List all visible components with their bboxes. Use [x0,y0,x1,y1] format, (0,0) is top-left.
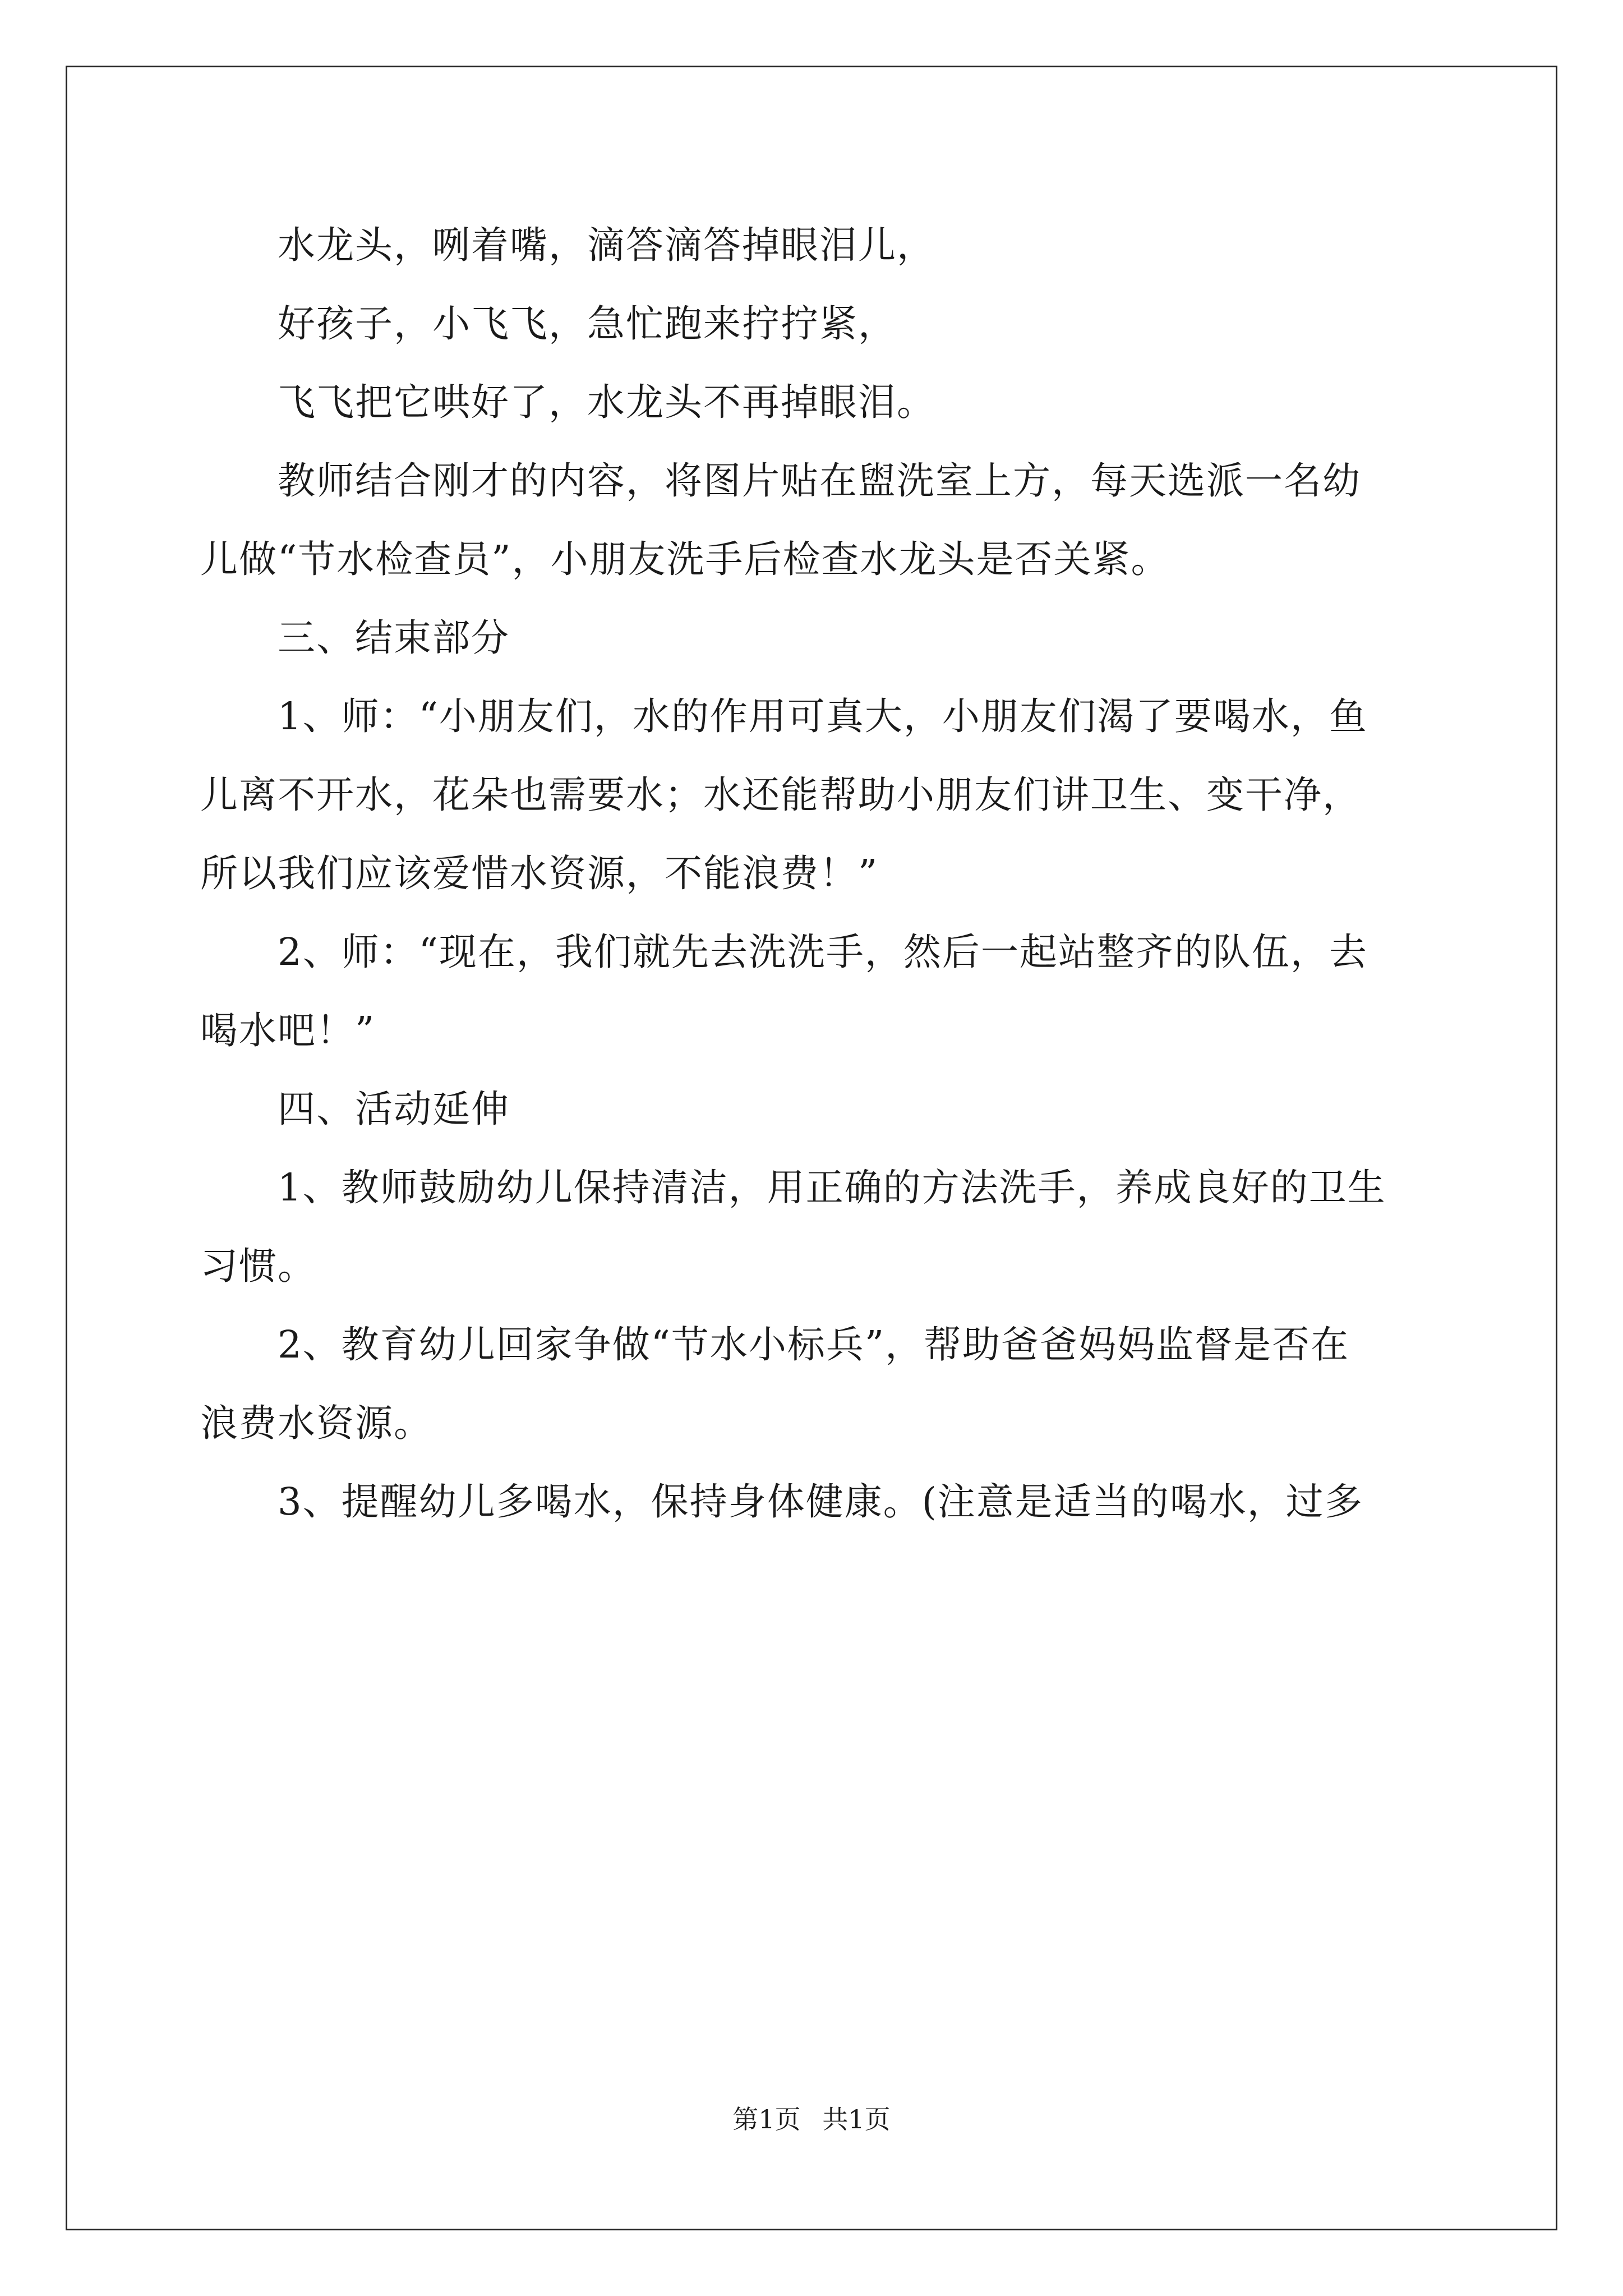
page-number-current: 第1页 [732,2104,801,2134]
page-number-total: 共1页 [822,2104,891,2134]
text-line: 儿离不开水，花朵也需要水；水还能帮助小朋友们讲卫生、变干净， [200,773,1361,817]
text-line: 习惯。 [200,1244,316,1288]
text-line: 2、教育幼儿回家争做“节水小标兵”，帮助爸爸妈妈监督是否在 [278,1323,1350,1366]
text-line: 2、师：“现在，我们就先去洗洗手，然后一起站整齐的队伍，去 [278,930,1368,974]
text-line: 1、师：“小朋友们，水的作用可真大，小朋友们渴了要喝水，鱼 [278,694,1368,738]
text-line: 3、提醒幼儿多喝水，保持身体健康。(注意是适当的喝水，过多 [278,1480,1363,1524]
text-line: 1、教师鼓励幼儿保持清洁，用正确的方法洗手，养成良好的卫生 [278,1166,1386,1209]
text-line: 好孩子，小飞飞，急忙跑来拧拧紧， [278,302,897,346]
section-heading: 三、结束部分 [278,616,510,660]
text-line: 浪费水资源。 [200,1401,432,1445]
text-line: 水龙头，咧着嘴，滴答滴答掉眼泪儿， [278,223,935,267]
page-footer [0,2102,1623,2136]
section-heading: 四、活动延伸 [278,1087,510,1131]
text-line: 教师结合刚才的内容，将图片贴在盥洗室上方，每天选派一名幼 [278,459,1361,503]
text-line: 所以我们应该爱惜水资源，不能浪费！” [200,852,879,895]
text-line: 喝水吧！” [200,1009,376,1052]
text-line: 飞飞把它哄好了，水龙头不再掉眼泪。 [278,380,935,424]
document-body [200,206,1428,1541]
text-line: 儿做“节水检查员”，小朋友洗手后检查水龙头是否关紧。 [200,537,1170,581]
